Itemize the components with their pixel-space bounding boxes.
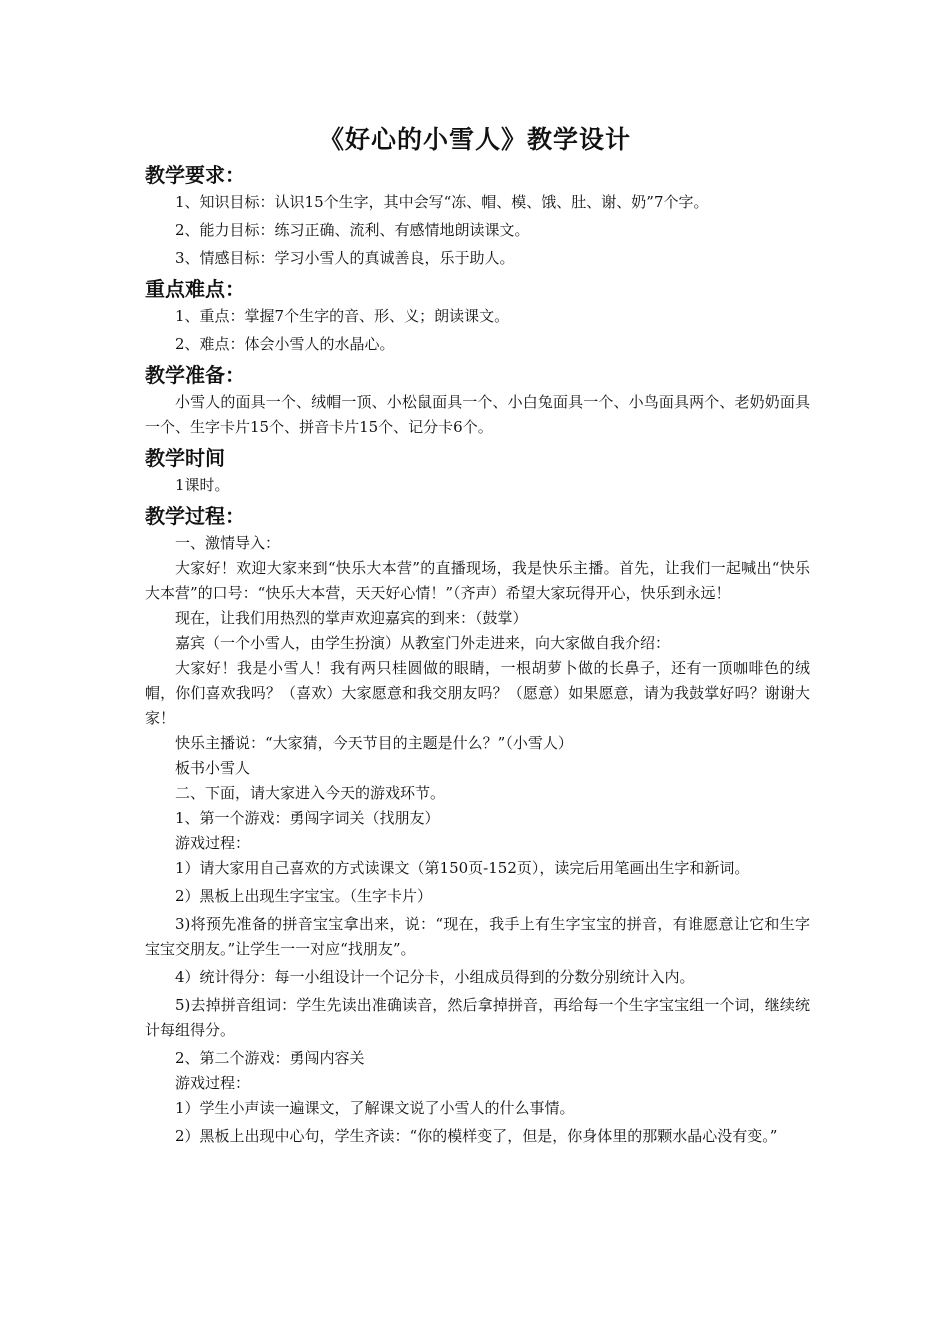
paragraph: 4）统计得分：每一小组设计一个记分卡，小组成员得到的分数分别统计入内。	[175, 968, 695, 986]
paragraph: 1、知识目标：认识15个生字，其中会写“冻、帽、模、饿、肚、谢、奶”7个字。	[175, 193, 709, 211]
paragraph: 嘉宾（一个小雪人，由学生扮演）从教室门外走进来，向大家做自我介绍：	[175, 634, 671, 652]
paragraph: 一、激情导入：	[175, 534, 281, 552]
paragraph: 板书小雪人	[175, 759, 251, 777]
document-body	[145, 160, 810, 1149]
paragraph: 2、能力目标：练习正确、流利、有感情地朗读课文。	[175, 221, 530, 239]
paragraph: 2）黑板上出现中心句，学生齐读：“你的模样变了，但是，你身体里的那颗水晶心没有变。”	[175, 1127, 778, 1145]
paragraph: 5)去掉拼音组词：学生先读出准确读音，然后拿掉拼音，再给每一个生字宝宝组一个词，继续统计每组得分。	[145, 996, 810, 1039]
paragraph: 1）请大家用自己喜欢的方式读课文（第150页-152页），读完后用笔画出生字和新词。	[175, 859, 750, 877]
paragraph: 1课时。	[175, 476, 230, 494]
paragraph: 3)将预先准备的拼音宝宝拿出来，说：“现在，我手上有生字宝宝的拼音，有谁愿意让它和生字宝宝交朋友。”让学生一一对应“找朋友”。	[145, 915, 810, 958]
paragraph: 1、重点：掌握7个生字的音、形、义；朗读课文。	[175, 307, 510, 325]
section-heading: 重点难点：	[145, 277, 245, 301]
document-title: 《好心的小雪人》教学设计	[318, 125, 631, 154]
paragraph: 游戏过程：	[175, 1074, 251, 1092]
paragraph: 2、第二个游戏：勇闯内容关	[175, 1049, 365, 1067]
paragraph: 游戏过程：	[175, 834, 251, 852]
section-heading: 教学时间	[145, 446, 225, 470]
paragraph: 快乐主播说：“大家猜，今天节目的主题是什么？”（小雪人）	[175, 734, 573, 752]
paragraph: 3、情感目标：学习小雪人的真诚善良，乐于助人。	[175, 249, 515, 267]
paragraph: 1、第一个游戏：勇闯字词关（找朋友）	[175, 809, 440, 827]
section-heading: 教学要求：	[145, 163, 245, 187]
paragraph: 大家好！欢迎大家来到“快乐大本营”的直播现场，我是快乐主播。首先，让我们一起喊出“快乐大本营”的口号：“快乐大本营，天天好心情！”（齐声）希望大家玩得开心，快乐到永远！	[145, 559, 810, 602]
paragraph: 2）黑板上出现生字宝宝。（生字卡片）	[175, 887, 433, 905]
paragraph: 现在，让我们用热烈的掌声欢迎嘉宾的到来：（鼓掌）	[175, 609, 528, 627]
paragraph: 1）学生小声读一遍课文，了解课文说了小雪人的什么事情。	[175, 1099, 575, 1117]
paragraph: 二、下面，请大家进入今天的游戏环节。	[175, 784, 446, 802]
section-heading: 教学过程：	[145, 504, 245, 528]
paragraph: 2、难点：体会小雪人的水晶心。	[175, 335, 395, 353]
paragraph: 小雪人的面具一个、绒帽一顶、小松鼠面具一个、小白兔面具一个、小鸟面具两个、老奶奶面具一个、生字卡片15个、拼音卡片15个、记分卡6个。	[145, 393, 810, 436]
section-heading: 教学准备：	[145, 363, 245, 387]
paragraph: 大家好！我是小雪人！我有两只桂圆做的眼睛，一根胡萝卜做的长鼻子，还有一顶咖啡色的绒帽，你们喜欢我吗？（喜欢）大家愿意和我交朋友吗？（愿意）如果愿意，请为我鼓掌好吗？谢谢大家！	[145, 659, 810, 727]
